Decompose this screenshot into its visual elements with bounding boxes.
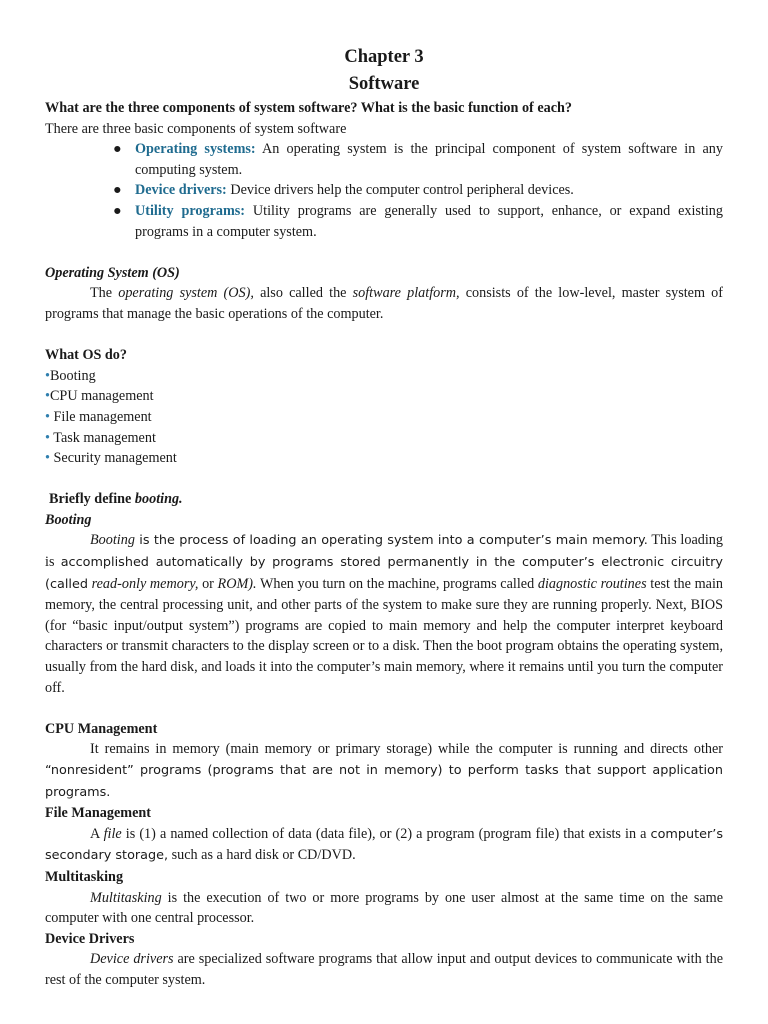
section-heading-file: File Management — [45, 805, 151, 822]
section-heading-os: Operating System (OS) — [45, 264, 180, 281]
term-label: Operating systems: — [135, 141, 256, 158]
chapter-title: Chapter 3 — [344, 47, 424, 67]
device-drivers-paragraph: Device drivers are specialized software programs that allow input and output devices to communicate with the rest of the computer system. — [45, 951, 723, 988]
booting-paragraph: Booting is the process of loading an operating system into a computer’s main memory. This loading is accomplished automatically by programs stored permanently in the computer’s electronic circuitry (called read-only memory, or ROM). When you turn on the machine, programs called diagnostic routines test the main memory, the central processing unit, and other parts of the system to make sure they are running properly. Next, BIOS (for “basic input/output system”) programs are copied to main memory and help the computer interpret keyboard characters or transmit characters to the display screen or to a disk. Then the boot program obtains the operating system, usually from the hard disk, and loads it into the computer’s main memory, where it remains until you turn the computer off. — [45, 532, 723, 696]
document-page — [45, 44, 723, 991]
list-item: •Booting — [45, 367, 96, 384]
list-item: • Security management — [45, 450, 177, 467]
list-item: • Task management — [45, 429, 156, 446]
file-paragraph: A file is (1) a named collection of data (data file), or (2) a program (program file) that exists in a computer’s secondary storage, such as a hard disk or CD/DVD. — [45, 825, 723, 864]
bullet-icon: ● — [113, 182, 122, 199]
define-prompt: Briefly define booting. — [49, 491, 183, 508]
list-item — [109, 139, 723, 180]
bullet-icon: • — [45, 367, 50, 384]
list-item — [109, 201, 723, 242]
bullet-icon: ● — [113, 141, 122, 158]
bullet-icon: • — [45, 429, 54, 446]
cpu-paragraph: It remains in memory (main memory or primary storage) while the computer is running and directs other “nonresident” programs (programs that are not in memory) to perform tasks that support application programs. — [45, 741, 723, 800]
bullet-icon: • — [45, 388, 50, 405]
list-item: •CPU management — [45, 388, 154, 405]
question-heading: What are the three components of system software? What is the basic function of each? — [45, 100, 572, 116]
section-heading-device-drivers: Device Drivers — [45, 930, 135, 947]
intro-text: There are three basic components of system software — [45, 120, 347, 137]
bullet-icon: • — [45, 408, 54, 425]
section-heading-booting: Booting — [45, 511, 92, 528]
chapter-subject: Software — [348, 74, 420, 94]
term-label: Utility programs: — [135, 202, 246, 219]
section-heading-what-os: What OS do? — [45, 347, 127, 364]
term-text: Utility programs are generally used to support, enhance, or expand existing programs in a computer system. — [135, 202, 723, 240]
components-list — [45, 139, 723, 242]
bullet-icon: • — [45, 450, 54, 467]
term-text: An operating system is the principal component of system software in any computing system. — [135, 141, 723, 178]
term-label: Device drivers: — [135, 182, 227, 199]
list-item — [109, 180, 723, 201]
term-text: Device drivers help the computer control peripheral devices. — [226, 182, 574, 199]
section-heading-multitasking: Multitasking — [45, 868, 124, 885]
bullet-icon: ● — [113, 202, 122, 219]
list-item: • File management — [45, 408, 152, 425]
os-functions-list — [45, 366, 723, 469]
multitasking-paragraph: Multitasking is the execution of two or more programs by one user almost at the same time on the same computer with one central processor. — [45, 889, 723, 927]
section-heading-cpu: CPU Management — [45, 720, 158, 737]
os-paragraph: The operating system (OS), also called the software platform, consists of the low-level, master system of programs that manage the basic operations of the computer. — [45, 285, 723, 322]
